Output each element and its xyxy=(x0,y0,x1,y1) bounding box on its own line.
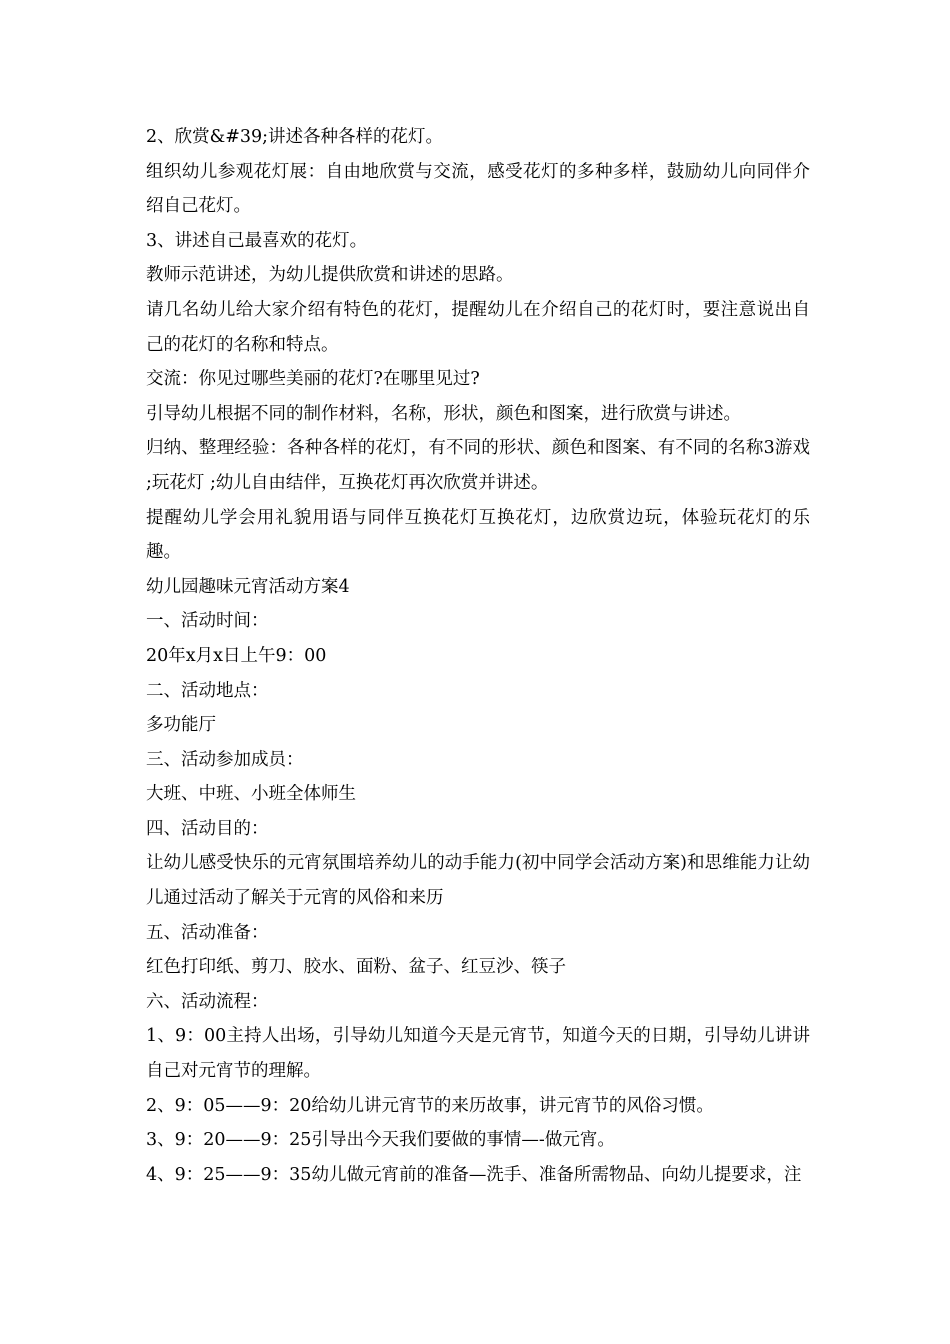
paragraph: 红色打印纸、剪刀、胶水、面粉、盆子、红豆沙、筷子 xyxy=(146,957,566,978)
document-body xyxy=(146,120,810,1192)
paragraph: 交流：你见过哪些美丽的花灯?在哪里见过? xyxy=(146,369,480,390)
paragraph: 2、9：05——9：20给幼儿讲元宵节的来历故事，讲元宵节的风俗习惯。 xyxy=(146,1095,714,1116)
subsection-heading: 二、活动地点： xyxy=(146,680,269,701)
paragraph: 归纳、整理经验：各种各样的花灯，有不同的形状、颜色和图案、有不同的名称3游戏 ;玩花灯 ;幼儿自由结伴，互换花灯再次欣赏并讲述。 xyxy=(146,438,810,493)
section-heading: 幼儿园趣味元宵活动方案4 xyxy=(146,576,350,597)
paragraph: 20年x月x日上午9：00 xyxy=(146,645,327,666)
paragraph: 4、9：25——9：35幼儿做元宵前的准备—洗手、准备所需物品、向幼儿提要求，注 xyxy=(146,1164,802,1185)
paragraph: 组织幼儿参观花灯展：自由地欣赏与交流，感受花灯的多种多样，鼓励幼儿向同伴介绍自己花灯。 xyxy=(146,161,810,217)
paragraph: 3、9：20——9：25引导出今天我们要做的事情—-做元宵。 xyxy=(146,1130,615,1151)
paragraph: 教师示范讲述，为幼儿提供欣赏和讲述的思路。 xyxy=(146,265,514,286)
subsection-heading: 一、活动时间： xyxy=(146,611,269,632)
paragraph: 大班、中班、小班全体师生 xyxy=(146,784,356,805)
paragraph: 2、欣赏&#39;讲述各种各样的花灯。 xyxy=(146,127,444,147)
subsection-heading: 六、活动流程： xyxy=(146,991,269,1012)
subsection-heading: 五、活动准备： xyxy=(146,922,269,943)
subsection-heading: 四、活动目的： xyxy=(146,818,269,839)
paragraph: 引导幼儿根据不同的制作材料，名称，形状，颜色和图案，进行欣赏与讲述。 xyxy=(146,403,741,424)
paragraph: 多功能厅 xyxy=(146,715,216,736)
paragraph: 3、讲述自己最喜欢的花灯。 xyxy=(146,230,368,251)
paragraph: 让幼儿感受快乐的元宵氛围培养幼儿的动手能力(初中同学会活动方案)和思维能力让幼儿通过活动了解关于元宵的风俗和来历 xyxy=(146,853,810,909)
paragraph: 请几名幼儿给大家介绍有特色的花灯，提醒幼儿在介绍自己的花灯时，要注意说出自己的花灯的名称和特点。 xyxy=(146,299,810,355)
paragraph: 提醒幼儿学会用礼貌用语与同伴互换花灯互换花灯，边欣赏边玩，体验玩花灯的乐趣。 xyxy=(146,507,810,563)
subsection-heading: 三、活动参加成员： xyxy=(146,749,304,770)
paragraph: 1、9：00主持人出场，引导幼儿知道今天是元宵节，知道今天的日期，引导幼儿讲讲自己对元宵节的理解。 xyxy=(146,1026,810,1082)
